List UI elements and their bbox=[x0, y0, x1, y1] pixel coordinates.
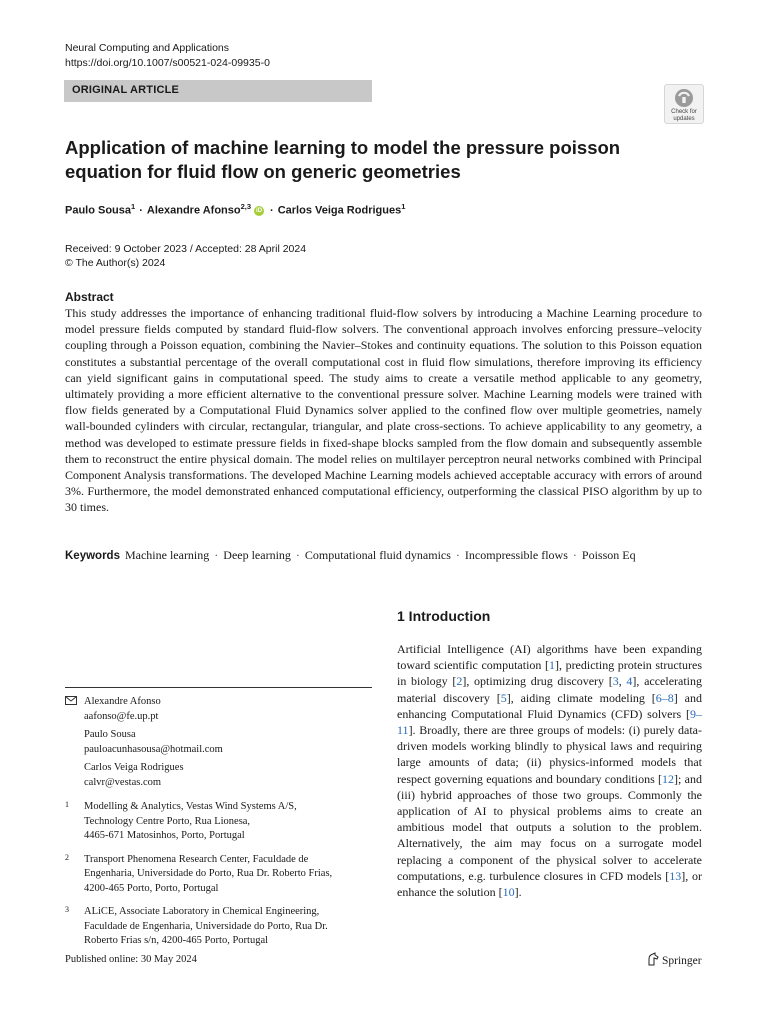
author-list: Paulo Sousa$^1$ · Alexandre Afonso$^{2,3}$ iD · Carlos Veiga Rodrigues$^1$ bbox=[65, 202, 406, 217]
check-label-line-2: updates bbox=[673, 115, 695, 122]
check-label-line-1: Check for bbox=[671, 109, 697, 115]
citation-link[interactable]: 12 bbox=[662, 771, 675, 786]
citation-link[interactable]: 1 bbox=[549, 658, 555, 673]
affiliation-number: 3 bbox=[65, 905, 69, 914]
intro-text-run: ] and enhancing Computational Fluid Dynamics (CFD) solvers [ bbox=[397, 690, 702, 721]
journal-name: Neural Computing and Applications bbox=[65, 42, 230, 54]
check-for-updates-icon bbox=[674, 88, 694, 108]
keywords-line: Keywords Machine learning · Deep learning · Computational fluid dynamics · Incompressible flows · Poisson Eq bbox=[65, 548, 636, 562]
correspondence-block bbox=[65, 695, 372, 958]
affiliation-number: 1 bbox=[65, 800, 69, 809]
affiliation-entry bbox=[65, 852, 372, 897]
article-type: ORIGINAL ARTICLE bbox=[72, 84, 180, 96]
affiliation-line: Roberto Frias s/n, 4200-465 Porto, Portugal bbox=[84, 935, 269, 946]
affiliation-line: Modelling & Analytics, Vestas Wind Systems A/S, bbox=[84, 801, 297, 812]
affiliation-line: Technology Centre Porto, Rua Lionesa, bbox=[84, 815, 251, 827]
contact-entry bbox=[84, 695, 372, 724]
keyword: Incompressible flows bbox=[464, 548, 568, 562]
intro-text-run: ]. Broadly, there are three groups of models: (i) purely data-driven models working blindly to physical laws and requiring large amounts of data; (ii) physics-informed models that respect governing equations and boundary conditions [ bbox=[397, 723, 702, 786]
check-for-updates-badge[interactable] bbox=[664, 84, 704, 124]
intro-text-run: ], aiding climate modeling [ bbox=[506, 690, 656, 705]
contact-email[interactable]: calvr@vestas.com bbox=[84, 776, 162, 788]
abstract-body: This study addresses the importance of enhancing traditional fluid-flow solvers by introducing a Machine Learning procedure to model pressure fields computed by standard fluid-flow solvers. The conventional approach involves enforcing pressure–velocity coupling through a Poisson equation, combining the Navier–Stokes and continuity equations. The solution to this Poisson equation constitutes a substantial percentage of the overall computational cost in fluid flow simulations, therefore improving its efficiency can yield significant gains in computational speed. The study aims to create a versatile method applicable to any geometry, ultimately providing a more efficient alternative to the conventional pressure solver. Machine Learning models were trained with flow fields generated by a Computational Fluid Dynamics solver applied to the confined flow over multiple geometries, namely wall-bounded cylinders with circular, rectangular, triangular, and plate cross-sections. To achieve applicability to any geometry, a method was developed to estimate pressure fields in fixed-shape blocks sampled from the flow domain and subsequently assemble them to reconstruct the entire physical domain. The model relies on multilayer perceptron neural networks combined with Principal Component Analysis transformations. The developed Machine Learning models achieved acceptable accuracy with errors of around 3%. Furthermore, the model demonstrated enhanced computational efficiency, outperforming the classical PISO algorithm by up to 30 times. bbox=[65, 306, 702, 515]
intro-text-run: ], accelerating material discovery [ bbox=[397, 674, 703, 705]
keyword: Machine learning bbox=[124, 548, 210, 562]
article-type-band bbox=[64, 80, 372, 102]
contact-entry bbox=[84, 761, 372, 790]
published-online-date: Published online: 30 May 2024 bbox=[65, 954, 197, 965]
email-icon bbox=[65, 696, 77, 705]
intro-text-run: ], optimizing drug discovery [ bbox=[462, 674, 613, 689]
contact-name: Carlos Veiga Rodrigues bbox=[84, 762, 184, 773]
citation-link[interactable]: 3 bbox=[612, 674, 619, 689]
author-name[interactable]: Paulo Sousa bbox=[65, 204, 132, 217]
orcid-icon[interactable]: iD bbox=[256, 207, 263, 214]
introduction-body bbox=[397, 641, 702, 900]
contact-name: Alexandre Afonso bbox=[84, 696, 161, 707]
keyword: Computational fluid dynamics bbox=[304, 548, 451, 562]
affiliation-line: ALiCE, Associate Laboratory in Chemical Engineering, bbox=[84, 906, 320, 917]
received-accepted-dates: Received: 9 October 2023 / Accepted: 28 April 2024 bbox=[65, 243, 307, 255]
citation-link[interactable]: 10 bbox=[502, 885, 515, 900]
intro-text-run: ]; and (iii) hybrid approaches of those two groups. Commonly the application of AI to physical problems aims to create an ambitious model that outputs a solution to the problem. Alternatively, the aim may focus on a surrogate model replacing a component of the physical solver to accelerate computations, e.g. turbulence closures in CFD models [ bbox=[397, 771, 702, 883]
springer-horse-icon bbox=[646, 952, 660, 966]
affiliation-line: Faculdade de Engenharia, Universidade do Porto, Rua Dr. bbox=[84, 920, 328, 932]
intro-text-run: ], or enhance the solution [ bbox=[397, 868, 702, 900]
citation-link[interactable]: 4 bbox=[626, 674, 633, 689]
intro-text-run: , bbox=[618, 674, 627, 689]
article-title: Application of machine learning to model the pressure poisson equation for fluid flow on generic geometries bbox=[65, 137, 621, 182]
author-affiliation-sup: 2,3 bbox=[240, 202, 252, 211]
affiliation-line: 4200-465 Porto, Porto, Portugal bbox=[84, 882, 219, 894]
publisher-name: Springer bbox=[662, 955, 702, 967]
publisher-logo[interactable] bbox=[646, 952, 702, 967]
affiliation-entry bbox=[65, 800, 372, 844]
affiliation-line: 4465-671 Matosinhos, Porto, Portugal bbox=[84, 830, 245, 841]
citation-link[interactable]: 5 bbox=[500, 690, 507, 705]
check-for-updates-label bbox=[665, 109, 703, 122]
contact-name: Paulo Sousa bbox=[84, 729, 136, 740]
author-name[interactable]: Carlos Veiga Rodrigues bbox=[277, 204, 402, 217]
contact-entry bbox=[84, 728, 372, 757]
intro-text-run: Artificial Intelligence (AI) algorithms have been expanding toward scientific computation bbox=[397, 642, 702, 673]
intro-text-run: [ bbox=[545, 658, 549, 673]
keyword: Deep learning bbox=[223, 548, 291, 562]
keyword: Poisson Eq bbox=[581, 548, 636, 562]
keywords-label: Keywords bbox=[65, 550, 120, 562]
section-heading-introduction: 1 Introduction bbox=[397, 608, 491, 624]
abstract-heading: Abstract bbox=[65, 290, 114, 304]
intro-text-run: ]. bbox=[514, 885, 522, 900]
citation-link[interactable]: 9–11 bbox=[397, 706, 702, 738]
affiliation-line: Engenharia, Universidade do Porto, Rua Dr. Roberto Frias, bbox=[84, 868, 333, 879]
copyright-notice: © The Author(s) 2024 bbox=[65, 257, 166, 269]
citation-link[interactable]: 2 bbox=[456, 674, 463, 689]
intro-text-run: ], predicting protein structures in biology [ bbox=[397, 658, 702, 689]
contact-email[interactable]: pauloacunhasousa@hotmail.com bbox=[84, 743, 223, 755]
footnote-divider bbox=[65, 687, 372, 688]
affiliation-entry bbox=[65, 905, 372, 949]
doi-link[interactable]: https://doi.org/10.1007/s00521-024-09935-0 bbox=[65, 57, 270, 69]
author-affiliation-sup: 1 bbox=[401, 202, 406, 211]
author-affiliation-sup: 1 bbox=[131, 202, 136, 211]
affiliation-number: 2 bbox=[65, 852, 69, 862]
affiliation-line: Transport Phenomena Research Center, Faculdade de bbox=[84, 853, 309, 865]
author-name[interactable]: Alexandre Afonso bbox=[146, 204, 241, 217]
contact-email[interactable]: aafonso@fe.up.pt bbox=[84, 710, 159, 722]
citation-link[interactable]: 13 bbox=[669, 868, 682, 883]
citation-link[interactable]: 6–8 bbox=[655, 690, 674, 705]
